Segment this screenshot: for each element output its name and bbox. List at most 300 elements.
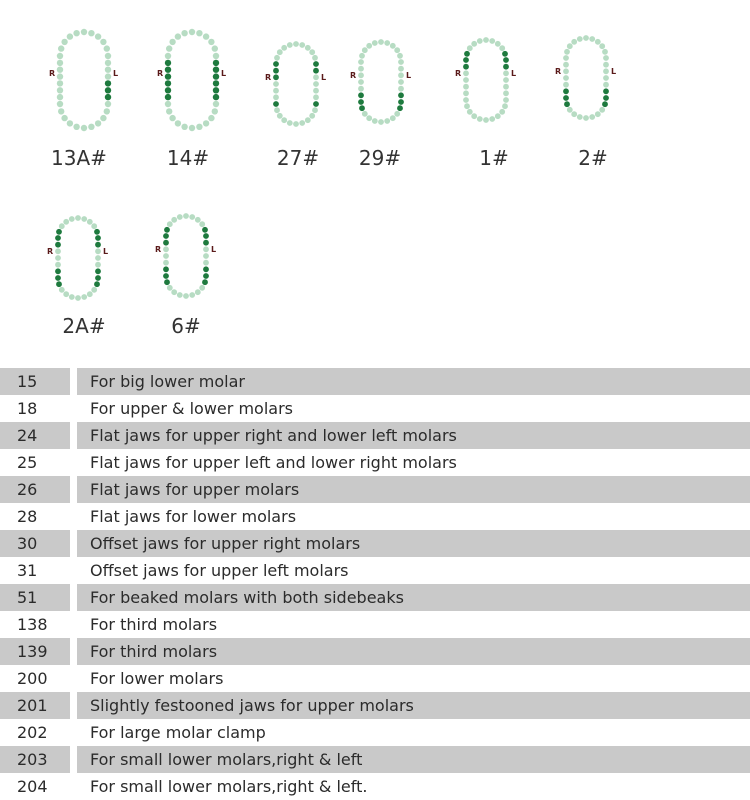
tooth-dot <box>165 101 171 107</box>
left-side-marker: L <box>113 69 119 78</box>
left-side-marker: L <box>406 71 412 80</box>
table-row <box>0 557 750 584</box>
tooth-dot <box>358 66 364 72</box>
tooth-dot <box>463 77 469 83</box>
tooth-dot <box>277 113 283 119</box>
desc-cell: For third molars <box>77 638 750 665</box>
tooth-dot <box>55 268 61 274</box>
tooth-dot <box>169 39 175 45</box>
tooth-dot <box>212 45 218 51</box>
table-row <box>0 584 750 611</box>
tooth-dot <box>105 60 111 66</box>
tooth-dot <box>195 289 201 295</box>
tooth-dot <box>378 39 384 45</box>
tooth-dot <box>273 74 279 80</box>
tooth-dot <box>87 291 93 297</box>
code-cell: 51 <box>0 584 70 611</box>
tooth-dot <box>274 55 280 61</box>
tooth-dot <box>563 62 569 68</box>
tooth-dot <box>105 87 111 93</box>
tooth-dot <box>203 253 209 259</box>
tooth-dot <box>273 61 279 67</box>
tooth-dot <box>563 88 569 94</box>
tooth-dot <box>163 273 169 279</box>
tooth-dot <box>603 62 609 68</box>
tooth-dot <box>59 287 65 293</box>
tooth-dot <box>67 120 73 126</box>
tooth-dot <box>563 68 569 74</box>
tooth-dot <box>583 35 589 41</box>
table-row <box>0 503 750 530</box>
tooth-dot <box>213 87 219 93</box>
desc-cell: For small lower molars,right & left. <box>90 777 368 796</box>
tooth-arch-14-icon <box>148 28 238 136</box>
tooth-dot <box>183 213 189 219</box>
tooth-dot <box>213 101 219 107</box>
code-cell: 204 <box>17 777 48 796</box>
tooth-dot <box>463 90 469 96</box>
tooth-dot <box>100 115 106 121</box>
table-row <box>0 638 750 665</box>
tooth-dot <box>91 287 97 293</box>
table-row <box>0 611 750 638</box>
tooth-dot <box>603 88 609 94</box>
desc-cell: Flat jaws for upper molars <box>77 476 750 503</box>
tooth-dot <box>55 275 61 281</box>
tooth-dot <box>95 248 101 254</box>
tooth-dot <box>69 216 75 222</box>
tooth-dot <box>464 103 470 109</box>
tooth-dot <box>195 217 201 223</box>
desc-cell: Slightly festooned jaws for upper molars <box>77 692 750 719</box>
table-row <box>0 692 750 719</box>
code-cell: 138 <box>17 615 48 634</box>
tooth-dot <box>104 45 110 51</box>
desc-cell: Flat jaws for upper left and lower right molars <box>90 453 457 472</box>
tooth-dot <box>471 113 477 119</box>
tooth-dot <box>463 57 469 63</box>
tooth-dot <box>595 39 601 45</box>
tooth-dot <box>95 268 101 274</box>
tooth-dot <box>502 103 508 109</box>
tooth-dot <box>165 80 171 86</box>
diagram-label: 27# <box>276 146 320 170</box>
tooth-dot <box>384 118 390 124</box>
tooth-dot <box>63 291 69 297</box>
desc-cell: For third molars <box>90 615 218 634</box>
tooth-dot <box>202 227 208 233</box>
tooth-arch-29-icon <box>345 38 420 130</box>
tooth-dot <box>177 214 183 220</box>
tooth-dot <box>483 37 489 43</box>
right-side-marker: R <box>47 247 54 256</box>
tooth-dot <box>165 67 171 73</box>
tooth-dot <box>577 36 583 42</box>
tooth-dot <box>88 124 94 130</box>
tooth-dot <box>163 246 169 252</box>
tooth-dot <box>163 233 169 239</box>
tooth-arch-1-icon <box>450 36 525 128</box>
desc-cell: For big lower molar <box>77 368 750 395</box>
diagram-label: 1# <box>479 146 509 170</box>
tooth-dot <box>463 64 469 70</box>
table-row <box>0 719 750 746</box>
diagram-label: 6# <box>171 314 201 338</box>
tooth-dot <box>603 55 609 61</box>
tooth-dot <box>59 223 65 229</box>
tooth-dot <box>305 117 311 123</box>
code-cell: 202 <box>17 723 48 742</box>
diagram-label: 13A# <box>51 146 107 170</box>
tooth-dot <box>273 94 279 100</box>
tooth-dot <box>313 68 319 74</box>
tooth-dot <box>166 108 172 114</box>
tooth-dot <box>203 33 209 39</box>
code-cell: 24 <box>0 422 70 449</box>
tooth-dot <box>603 95 609 101</box>
tooth-dot <box>189 125 195 131</box>
tooth-dot <box>203 246 209 252</box>
tooth-dot <box>471 41 477 47</box>
code-cell: 200 <box>17 669 48 688</box>
tooth-dot <box>57 80 63 86</box>
diagram-2a <box>42 214 117 338</box>
diagram-14 <box>148 28 238 170</box>
tooth-dot <box>165 60 171 66</box>
tooth-dot <box>94 229 100 235</box>
tooth-dot <box>105 67 111 73</box>
diagram-label: 14# <box>166 146 210 170</box>
tooth-dot <box>563 55 569 61</box>
tooth-dot <box>467 109 473 115</box>
tooth-dot <box>358 79 364 85</box>
diagram-label: 2# <box>578 146 608 170</box>
tooth-dot <box>299 120 305 126</box>
diagram-label: 2A# <box>62 314 106 338</box>
tooth-dot <box>81 294 87 300</box>
tooth-dot <box>203 233 209 239</box>
tooth-dot <box>95 262 101 268</box>
tooth-dot <box>58 45 64 51</box>
tooth-dot <box>273 81 279 87</box>
tooth-dot <box>166 45 172 51</box>
tooth-dot <box>100 39 106 45</box>
tooth-dot <box>95 255 101 261</box>
tooth-arch-13a-icon <box>40 28 130 136</box>
tooth-dot <box>502 51 508 57</box>
tooth-dot <box>309 49 315 55</box>
tooth-dot <box>61 115 67 121</box>
tooth-dot <box>213 53 219 59</box>
tooth-arch-6-icon <box>150 212 225 304</box>
tooth-arch-27-icon <box>256 38 336 130</box>
tooth-dot <box>163 266 169 272</box>
tooth-dot <box>175 120 181 126</box>
desc-cell: For large molar clamp <box>90 723 266 742</box>
tooth-dot <box>599 43 605 49</box>
tooth-dot <box>394 47 400 53</box>
tooth-dot <box>55 235 61 241</box>
tooth-dot <box>213 67 219 73</box>
tooth-dot <box>175 33 181 39</box>
tooth-dot <box>95 120 101 126</box>
tooth-dot <box>203 266 209 272</box>
right-side-marker: R <box>455 69 462 78</box>
tooth-dot <box>189 29 195 35</box>
tooth-dot <box>67 33 73 39</box>
tooth-dot <box>599 107 605 113</box>
right-side-marker: R <box>350 71 357 80</box>
tooth-dot <box>398 99 404 105</box>
tooth-dot <box>372 40 378 46</box>
tooth-dot <box>163 253 169 259</box>
tooth-dot <box>104 108 110 114</box>
table-row <box>0 530 750 557</box>
tooth-dot <box>577 114 583 120</box>
tooth-dot <box>273 101 279 107</box>
tooth-dot <box>199 221 205 227</box>
tooth-dot <box>583 115 589 121</box>
tooth-dot <box>199 285 205 291</box>
tooth-dot <box>313 94 319 100</box>
tooth-arch-2-icon <box>550 34 625 126</box>
tooth-dot <box>165 94 171 100</box>
tooth-dot <box>378 119 384 125</box>
tooth-dot <box>313 81 319 87</box>
tooth-dot <box>203 120 209 126</box>
tooth-dot <box>358 59 364 65</box>
tooth-dot <box>571 111 577 117</box>
tooth-dot <box>183 293 189 299</box>
tooth-dot <box>196 124 202 130</box>
tooth-dot <box>212 108 218 114</box>
code-cell: 25 <box>17 453 38 472</box>
tooth-dot <box>589 114 595 120</box>
tooth-dot <box>58 108 64 114</box>
table-row <box>0 395 750 422</box>
left-side-marker: L <box>611 67 617 76</box>
tooth-dot <box>503 70 509 76</box>
tooth-dot <box>55 262 61 268</box>
tooth-dot <box>73 124 79 130</box>
left-side-marker: L <box>321 73 327 82</box>
tooth-dot <box>293 41 299 47</box>
tooth-dot <box>57 94 63 100</box>
tooth-dot <box>563 75 569 81</box>
tooth-dot <box>589 36 595 42</box>
tooth-dot <box>56 229 62 235</box>
tooth-dot <box>277 49 283 55</box>
tooth-dot <box>398 79 404 85</box>
tooth-dot <box>397 53 403 59</box>
tooth-dot <box>274 107 280 113</box>
tooth-dot <box>95 33 101 39</box>
tooth-dot <box>105 73 111 79</box>
tooth-dot <box>495 41 501 47</box>
diagram-label: 29# <box>358 146 402 170</box>
table-row <box>0 368 750 395</box>
tooth-dot <box>394 111 400 117</box>
tooth-dot <box>567 107 573 113</box>
tooth-dot <box>477 116 483 122</box>
tooth-dot <box>189 292 195 298</box>
code-cell: 139 <box>0 638 70 665</box>
tooth-dot <box>167 221 173 227</box>
tooth-dot <box>595 111 601 117</box>
tooth-dot <box>563 82 569 88</box>
tooth-dot <box>499 109 505 115</box>
tooth-dot <box>81 29 87 35</box>
tooth-dot <box>57 53 63 59</box>
left-side-marker: L <box>103 247 109 256</box>
tooth-dot <box>95 275 101 281</box>
tooth-dot <box>55 248 61 254</box>
tooth-dot <box>372 118 378 124</box>
tooth-dot <box>299 42 305 48</box>
tooth-dot <box>165 73 171 79</box>
tooth-dot <box>398 72 404 78</box>
table-row <box>0 476 750 503</box>
tooth-dot <box>196 30 202 36</box>
tooth-dot <box>273 68 279 74</box>
table-row <box>0 665 750 692</box>
diagram-6 <box>150 212 225 338</box>
desc-cell: Flat jaws for lower molars <box>90 507 297 526</box>
tooth-dot <box>177 292 183 298</box>
tooth-dot <box>164 279 170 285</box>
desc-cell: Offset jaws for upper left molars <box>90 561 349 580</box>
tooth-dot <box>312 107 318 113</box>
tooth-dot <box>105 80 111 86</box>
tooth-dot <box>57 60 63 66</box>
tooth-dot <box>366 43 372 49</box>
tooth-dot <box>57 67 63 73</box>
tooth-dot <box>163 240 169 246</box>
tooth-dot <box>305 45 311 51</box>
tooth-dot <box>602 49 608 55</box>
right-side-marker: R <box>555 67 562 76</box>
diagram-27 <box>256 38 336 170</box>
tooth-dot <box>398 66 404 72</box>
tooth-dot <box>503 57 509 63</box>
tooth-dot <box>313 101 319 107</box>
tooth-dot <box>362 47 368 53</box>
tooth-dot <box>495 113 501 119</box>
tooth-dot <box>55 242 61 248</box>
tooth-dot <box>499 45 505 51</box>
code-cell: 201 <box>0 692 70 719</box>
tooth-dot <box>563 95 569 101</box>
code-cell: 18 <box>17 399 38 418</box>
tooth-dot <box>287 120 293 126</box>
left-side-marker: L <box>511 69 517 78</box>
tooth-dot <box>55 255 61 261</box>
tooth-dot <box>165 53 171 59</box>
left-side-marker: L <box>221 69 227 78</box>
tooth-dot <box>69 294 75 300</box>
tooth-dot <box>164 227 170 233</box>
tooth-dot <box>165 87 171 93</box>
tooth-dot <box>398 92 404 98</box>
tooth-dot <box>273 88 279 94</box>
right-side-marker: R <box>155 245 162 254</box>
desc-cell: Offset jaws for upper right molars <box>77 530 750 557</box>
tooth-dot <box>75 295 81 301</box>
tooth-dot <box>73 30 79 36</box>
tooth-dot <box>384 40 390 46</box>
tooth-dot <box>309 113 315 119</box>
tooth-dot <box>358 86 364 92</box>
diagram-13a <box>40 28 130 170</box>
tooth-dot <box>281 117 287 123</box>
tooth-dot <box>105 53 111 59</box>
tooth-dot <box>208 115 214 121</box>
tooth-dot <box>95 235 101 241</box>
table-row <box>0 773 750 800</box>
tooth-dot <box>87 219 93 225</box>
tooth-dot <box>464 51 470 57</box>
desc-cell: For small lower molars,right & left <box>77 746 750 773</box>
tooth-dot <box>313 61 319 67</box>
tooth-dot <box>63 219 69 225</box>
code-cell: 28 <box>17 507 38 526</box>
tooth-dot <box>213 80 219 86</box>
tooth-dot <box>81 125 87 131</box>
tooth-dot <box>203 260 209 266</box>
tooth-dot <box>489 116 495 122</box>
tooth-dot <box>503 97 509 103</box>
tooth-dot <box>503 77 509 83</box>
tooth-dot <box>398 59 404 65</box>
tooth-dot <box>57 73 63 79</box>
tooth-dot <box>463 84 469 90</box>
code-cell: 26 <box>0 476 70 503</box>
tooth-dot <box>213 94 219 100</box>
tooth-dot <box>281 45 287 51</box>
desc-cell: Flat jaws for upper right and lower left molars <box>77 422 750 449</box>
tooth-dot <box>603 68 609 74</box>
tooth-arch-2a-icon <box>42 214 117 306</box>
tooth-dot <box>208 39 214 45</box>
tooth-dot <box>203 273 209 279</box>
tooth-dot <box>567 43 573 49</box>
tooth-dot <box>397 105 403 111</box>
tooth-dot <box>477 38 483 44</box>
table-row <box>0 422 750 449</box>
clamp-diagrams <box>0 0 750 360</box>
tooth-dot <box>105 101 111 107</box>
right-side-marker: R <box>265 73 272 82</box>
diagram-2 <box>550 34 625 170</box>
tooth-dot <box>169 115 175 121</box>
tooth-dot <box>167 285 173 291</box>
tooth-dot <box>503 90 509 96</box>
tooth-dot <box>189 214 195 220</box>
tooth-dot <box>181 124 187 130</box>
tooth-dot <box>602 101 608 107</box>
tooth-dot <box>95 242 101 248</box>
tooth-dot <box>213 73 219 79</box>
tooth-dot <box>467 45 473 51</box>
left-side-marker: L <box>211 245 217 254</box>
tooth-dot <box>489 38 495 44</box>
tooth-dot <box>91 223 97 229</box>
table-row <box>0 449 750 476</box>
tooth-dot <box>564 101 570 107</box>
tooth-dot <box>94 281 100 287</box>
tooth-dot <box>358 72 364 78</box>
code-cell: 31 <box>17 561 38 580</box>
